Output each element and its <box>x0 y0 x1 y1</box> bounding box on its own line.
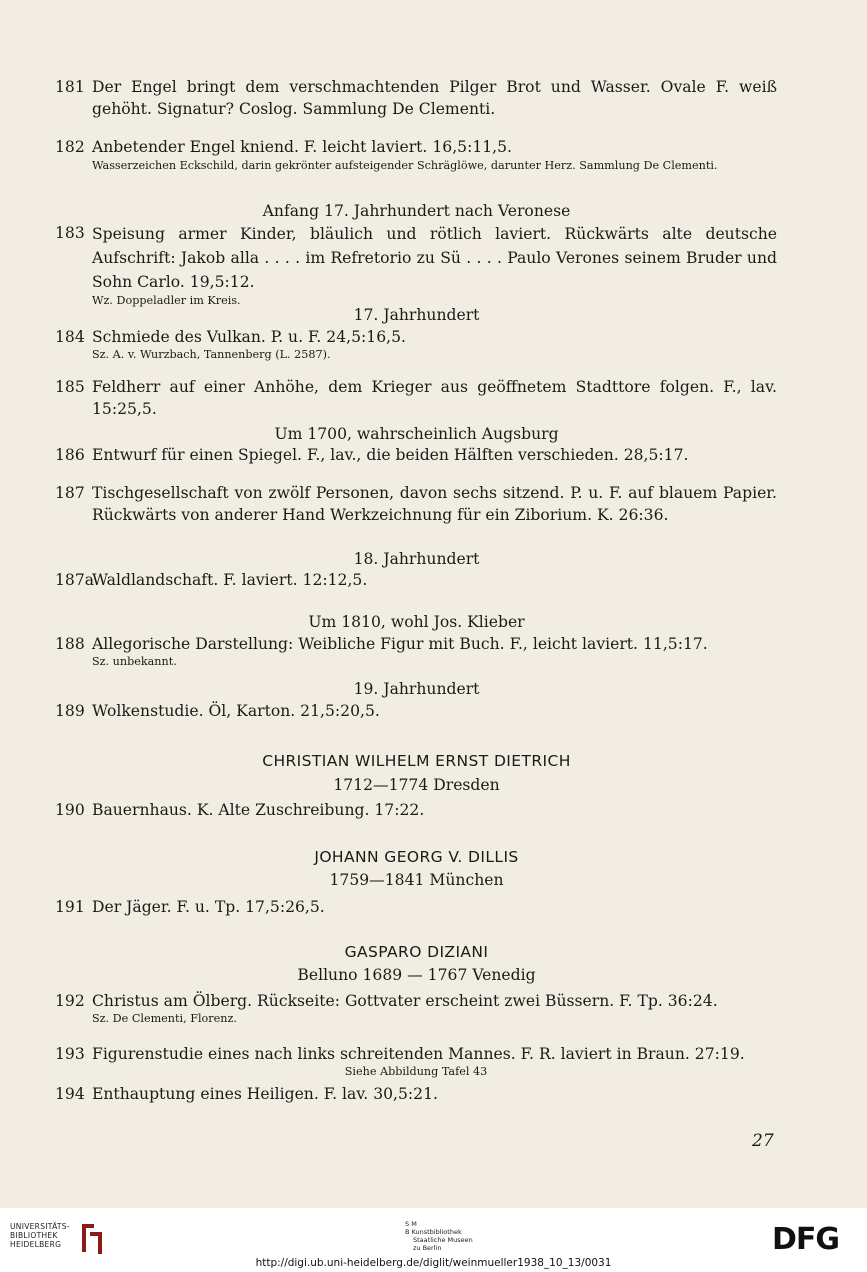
artist-name: JOHANN GEORG V. DILLIS <box>314 848 519 866</box>
entry-181 <box>55 76 777 120</box>
uni-line: BIBLIOTHEK <box>10 1231 58 1240</box>
entry-number: 186 <box>55 446 85 464</box>
entry-text: Der Engel bringt dem verschmachtenden Pilger Brot und Wasser. Ovale F. weiß gehöht. Signatur? Coslog. Sammlung De Clementi. <box>92 78 777 118</box>
entry-186 <box>55 444 777 466</box>
entry-194 <box>55 1083 777 1105</box>
entry-191 <box>55 896 777 918</box>
smb-kunstbibliothek-logo <box>405 1220 473 1252</box>
entry-number: 181 <box>55 78 85 96</box>
entry-text: Enthauptung eines Heiligen. F. lav. 30,5:21. <box>92 1085 438 1103</box>
artist-dates: 1759—1841 München <box>329 871 504 889</box>
entry-187a <box>55 569 777 591</box>
entry-187 <box>55 482 777 526</box>
entry-182 <box>55 136 777 173</box>
source-url-link[interactable]: http://digi.ub.uni-heidelberg.de/diglit/weinmueller1938_10_13/0031 <box>255 1257 612 1269</box>
uni-line: HEIDELBERG <box>10 1240 62 1249</box>
dfg-logo: DFG <box>772 1222 840 1257</box>
smb-line: zu Berlin <box>413 1244 442 1252</box>
entry-text: Anbetender Engel kniend. F. leicht laviert. 16,5:11,5. <box>92 138 513 156</box>
artist-name: CHRISTIAN WILHELM ERNST DIETRICH <box>262 752 571 770</box>
entry-number: 192 <box>55 992 85 1010</box>
section-heading: Um 1700, wahrscheinlich Augsburg <box>274 425 559 443</box>
entry-189 <box>55 700 777 722</box>
entry-number: 185 <box>55 378 85 396</box>
entry-text: Wolkenstudie. Öl, Karton. 21,5:20,5. <box>92 702 380 720</box>
digitization-footer <box>0 1208 867 1272</box>
entry-number: 189 <box>55 702 85 720</box>
entry-number: 188 <box>55 635 85 653</box>
entry-190 <box>55 799 777 821</box>
entry-text: Schmiede des Vulkan. P. u. F. 24,5:16,5. <box>92 328 406 346</box>
entry-text: Der Jäger. F. u. Tp. 17,5:26,5. <box>92 898 325 916</box>
entry-note: Sz. A. v. Wurzbach, Tannenberg (L. 2587). <box>92 348 331 361</box>
uni-heidelberg-logo-icon <box>80 1220 104 1256</box>
uni-line: UNIVERSITÄTS- <box>10 1222 70 1231</box>
entry-number: 191 <box>55 898 85 916</box>
entry-text: Christus am Ölberg. Rückseite: Gottvater erscheint zwei Büssern. F. Tp. 36:24. <box>92 992 718 1010</box>
entry-note: Wz. Doppeladler im Kreis. <box>92 294 241 307</box>
entry-text: Figurenstudie eines nach links schreitenden Mannes. F. R. laviert in Braun. 27:19. <box>92 1045 745 1063</box>
entry-192 <box>55 990 777 1026</box>
entry-note: Sz. De Clementi, Florenz. <box>92 1012 237 1025</box>
entry-number: 187 <box>55 484 85 502</box>
entry-185 <box>55 376 777 420</box>
entry-number: 193 <box>55 1045 85 1063</box>
smb-line: B Kunstbibliothek <box>405 1228 462 1236</box>
entry-184 <box>55 326 777 362</box>
entry-number: 182 <box>55 138 85 156</box>
smb-line: Staatliche Museen <box>413 1236 473 1244</box>
entry-text: Entwurf für einen Spiegel. F., lav., die beiden Hälften verschieden. 28,5:17. <box>92 446 689 464</box>
page-number: 27 <box>752 1131 774 1151</box>
entry-note: Wasserzeichen Eckschild, darin gekrönter aufsteigender Schräglöwe, darunter Herz. Sammlung De Clementi. <box>92 159 718 172</box>
section-heading: Anfang 17. Jahrhundert nach Veronese <box>262 202 571 220</box>
entry-188 <box>55 633 777 669</box>
entry-text: Waldlandschaft. F. laviert. 12:12,5. <box>92 571 368 589</box>
entry-193 <box>55 1043 777 1079</box>
entry-text: Bauernhaus. K. Alte Zuschreibung. 17:22. <box>92 801 425 819</box>
entry-number: 187a <box>55 571 95 589</box>
artist-dates: Belluno 1689 — 1767 Venedig <box>297 966 536 984</box>
entry-text: Speisung armer Kinder, bläulich und rötlich laviert. Rückwärts alte deutsche Aufschrift: Jakob alla . . . . im Refretorio zu Sü . . . . Paulo Verones seinem Bruder und Sohn Carlo. 19,5:12. <box>92 225 777 291</box>
section-heading: Um 1810, wohl Jos. Klieber <box>308 613 525 631</box>
section-heading: 18. Jahrhundert <box>353 550 480 568</box>
entry-number: 194 <box>55 1085 85 1103</box>
entry-number: 190 <box>55 801 85 819</box>
entry-number: 183 <box>55 224 85 242</box>
entry-text: Allegorische Darstellung: Weibliche Figur mit Buch. F., leicht laviert. 11,5:17. <box>92 635 708 653</box>
entry-text: Tischgesellschaft von zwölf Personen, davon sechs sitzend. P. u. F. auf blauem Papier. Rückwärts von anderer Hand Werkzeichnung für ein Ziborium. K. 26:36. <box>92 484 777 524</box>
entry-number: 184 <box>55 328 85 346</box>
entry-note: Siehe Abbildung Tafel 43 <box>344 1065 488 1078</box>
section-heading: 17. Jahrhundert <box>353 306 480 324</box>
uni-library-name <box>10 1222 70 1249</box>
entry-note: Sz. unbekannt. <box>92 655 177 668</box>
artist-dates: 1712—1774 Dresden <box>333 776 500 794</box>
entry-183 <box>55 222 777 308</box>
section-heading: 19. Jahrhundert <box>353 680 480 698</box>
entry-text: Feldherr auf einer Anhöhe, dem Krieger aus geöffnetem Stadttore folgen. F., lav. 15:25,5. <box>92 378 777 418</box>
smb-line: S M <box>405 1220 417 1228</box>
artist-name: GASPARO DIZIANI <box>344 943 489 961</box>
